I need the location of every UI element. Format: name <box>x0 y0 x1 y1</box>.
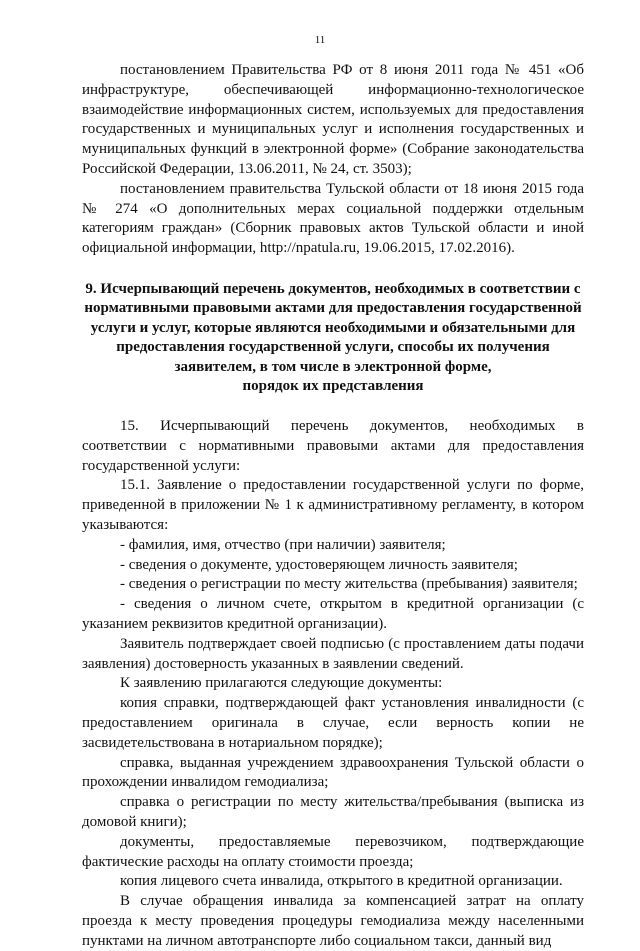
attachment-hemodialysis-certificate: справка, выданная учреждением здравоохранения Тульской области о прохождении инвалидом гемодиализа; <box>82 754 584 791</box>
attachment-disability-certificate: копия справки, подтверждающей факт установления инвалидности (с предоставлением оригинала в случае, если верность копии не засвидетельствована в нотариальном порядке); <box>82 695 584 751</box>
heading-line: нормативными правовыми актами для предоставления государственной <box>84 300 582 317</box>
list-item-identity-doc: - сведения о документе, удостоверяющем личность заявителя; <box>120 556 518 573</box>
paragraph-item-15: 15. Исчерпывающий перечень документов, необходимых в соответствии с нормативными правовыми актами для предоставления государственной услуги: <box>82 417 584 474</box>
paragraph-decree-274: постановлением правительства Тульской области от 18 июня 2015 года № 274 «О дополнительных мерах социальной поддержки отдельным категориям граждан» (Сборник правовых актов Тульской области и иной официальной информации, http://npatula.ru, 19.06.2015, 17.02.2016). <box>82 180 584 257</box>
page-number: 11 <box>314 34 326 46</box>
heading-line: 9. Исчерпывающий перечень документов, необходимых в соответствии с <box>85 280 581 297</box>
list-item-bank-account: - сведения о личном счете, открытом в кредитной организации (с указанием реквизитов кредитной организации). <box>82 596 584 632</box>
list-item-registration: - сведения о регистрации по месту жительства (пребывания) заявителя; <box>120 576 578 593</box>
attachment-registration-certificate: справка о регистрации по месту жительства/пребывания (выписка из домовой книги); <box>82 794 584 830</box>
attachment-account-copy: копия лицевого счета инвалида, открытого в кредитной организации. <box>120 873 563 890</box>
paragraph-signature: Заявитель подтверждает своей подписью (с проставлением даты подачи заявления) достоверность указанных в заявлении сведений. <box>82 635 584 672</box>
section-heading <box>82 280 584 397</box>
heading-line: заявителем, в том числе в электронной форме, <box>174 358 492 375</box>
paragraph-decree-451: постановлением Правительства РФ от 8 июня 2011 года № 451 «Об инфраструктуре, обеспечивающей информационно-технологическое взаимодействие информационных систем, используемых для предоставления государственных и муниципальных услуг и исполнения государственных и муниципальных функций в электронной форме» (Собрание законодательства Российской Федерации, 13.06.2011, № 24, ст. 3503); <box>82 62 584 177</box>
heading-line: предоставления государственной услуги, способы их получения <box>116 339 550 356</box>
attachment-carrier-documents: документы, предоставляемые перевозчиком, подтверждающие фактические расходы на оплату стоимости проезда; <box>82 833 584 870</box>
document-body <box>82 61 584 951</box>
heading-line: услуги и услуг, которые являются необходимыми и обязательными для <box>90 319 576 336</box>
paragraph-attachments-intro: К заявлению прилагаются следующие документы: <box>120 675 443 692</box>
paragraph-private-transport: В случае обращения инвалида за компенсацией затрат на оплату проезда к месту проведения процедуры гемодиализа между населенными пунктами на личном автотранспорте либо социальном такси, данный вид <box>82 893 584 949</box>
paragraph-item-15-1: 15.1. Заявление о предоставлении государственной услуги по форме, приведенной в приложении № 1 к административному регламенту, в котором указываются: <box>82 477 584 533</box>
heading-line: порядок их представления <box>242 378 424 395</box>
list-item-fio: - фамилия, имя, отчество (при наличии) заявителя; <box>120 536 446 553</box>
